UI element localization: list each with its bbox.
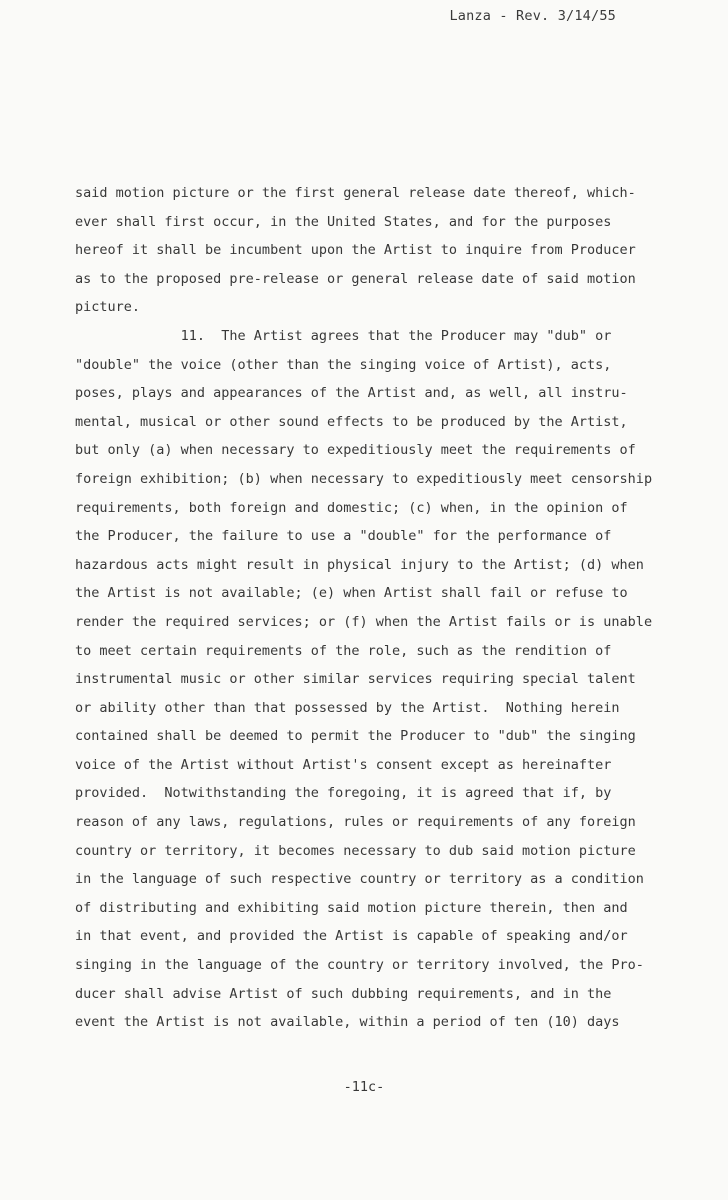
text-line: in that event, and provided the Artist is capable of speaking and/or — [75, 928, 628, 945]
text-line: foreign exhibition; (b) when necessary to expeditiously meet censorship — [75, 470, 653, 487]
text-line: provided. Notwithstanding the foregoing, it is agreed that if, by — [75, 785, 612, 802]
text-line: requirements, both foreign and domestic; (c) when, in the opinion of — [75, 499, 628, 516]
text-line: "double" the voice (other than the singing voice of Artist), acts, — [75, 356, 612, 373]
text-line: hereof it shall be incumbent upon the Artist to inquire from Producer — [75, 242, 636, 259]
text-line: or ability other than that possessed by the Artist. Nothing herein — [75, 699, 620, 716]
text-line: the Artist is not available; (e) when Artist shall fail or refuse to — [75, 585, 628, 602]
text-line: render the required services; or (f) when the Artist fails or is unable — [75, 613, 653, 630]
text-line: reason of any laws, regulations, rules or requirements of any foreign — [75, 814, 636, 831]
text-line: singing in the language of the country or territory involved, the Pro- — [75, 957, 644, 974]
text-line: said motion picture or the first general release date thereof, which- — [75, 185, 636, 201]
text-line: of distributing and exhibiting said motion picture therein, then and — [75, 899, 628, 916]
text-line: poses, plays and appearances of the Artist and, as well, all instru- — [75, 385, 628, 402]
text-line: contained shall be deemed to permit the Producer to "dub" the singing — [75, 728, 636, 745]
text-line: voice of the Artist without Artist's consent except as hereinafter — [75, 756, 612, 773]
header-reference: Lanza - Rev. 3/14/55 — [449, 8, 616, 24]
text-line: hazardous acts might result in physical injury to the Artist; (d) when — [75, 556, 644, 573]
text-line: mental, musical or other sound effects to be produced by the Artist, — [75, 413, 628, 430]
text-line: ever shall first occur, in the United States, and for the purposes — [75, 213, 612, 230]
text-line: instrumental music or other similar services requiring special talent — [75, 671, 636, 688]
body-text — [75, 179, 695, 1037]
text-line: the Producer, the failure to use a "double" for the performance of — [75, 528, 612, 545]
text-line: as to the proposed pre-release or general release date of said motion — [75, 270, 636, 287]
text-line: to meet certain requirements of the role, such as the rendition of — [75, 642, 612, 659]
text-line: in the language of such respective country or territory as a condition — [75, 871, 644, 888]
text-line: event the Artist is not available, within a period of ten (10) days — [75, 1014, 620, 1031]
text-line: picture. — [75, 299, 141, 316]
page-number: -11c- — [343, 1079, 385, 1095]
text-line: 11. The Artist agrees that the Producer may "dub" or — [75, 327, 612, 344]
text-line: ducer shall advise Artist of such dubbing requirements, and in the — [75, 985, 612, 1002]
text-line: but only (a) when necessary to expeditiously meet the requirements of — [75, 442, 636, 459]
text-line: country or territory, it becomes necessary to dub said motion picture — [75, 842, 636, 859]
